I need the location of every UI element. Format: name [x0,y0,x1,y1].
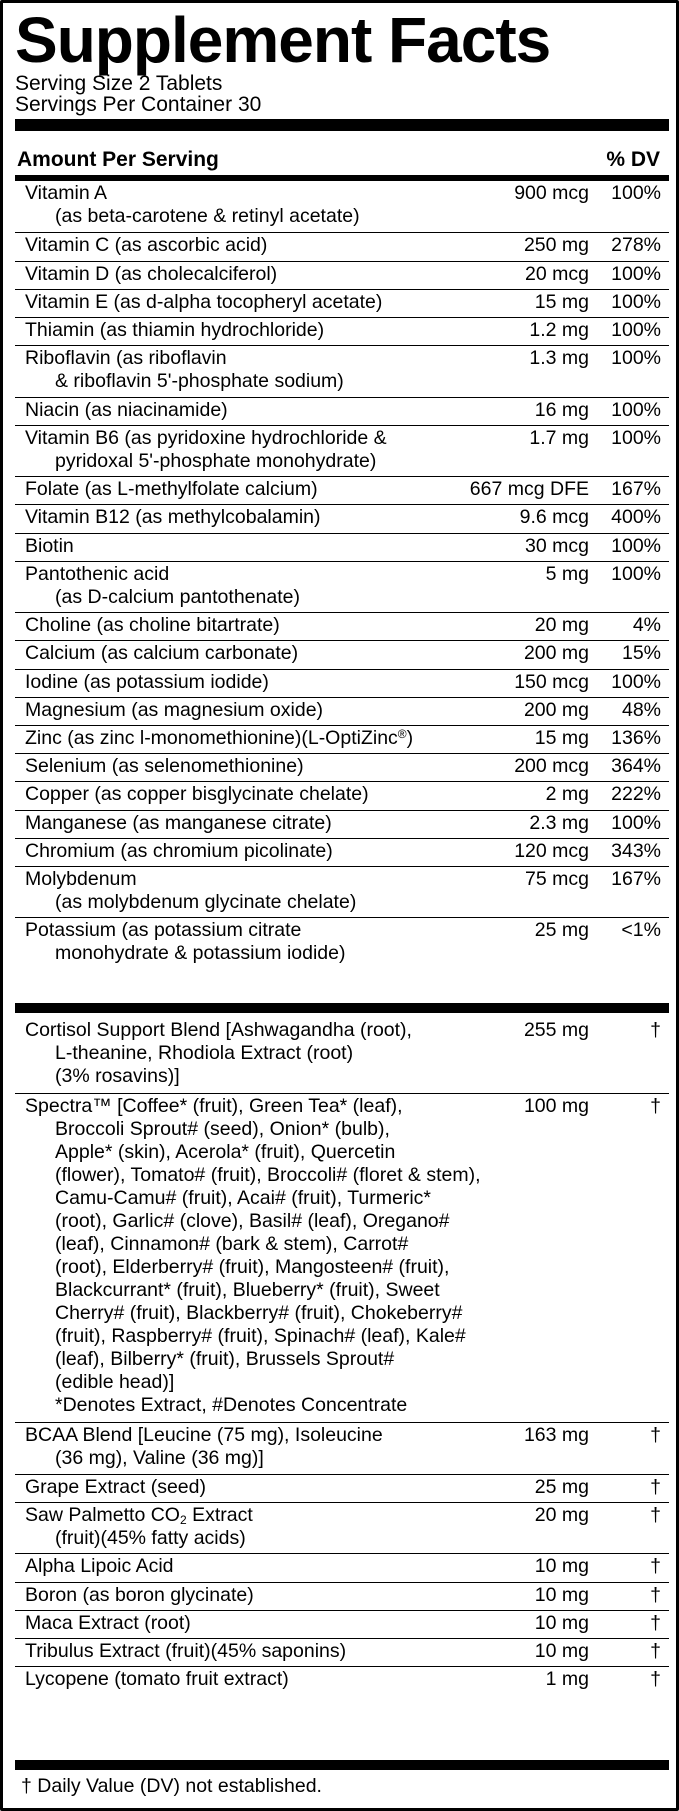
nutrient-name-line: Vitamin B6 (as pyridoxine hydrochloride & [25,426,387,449]
nutrient-name-line: (fruit), Raspberry# (fruit), Spinach# (leaf), Kale# [55,1324,466,1347]
nutrient-row [15,1638,669,1666]
nutrient-name-line: Alpha Lipoic Acid [25,1555,174,1578]
nutrient-dv: 278% [611,234,661,257]
nutrient-dv: 100% [611,290,661,313]
nutrient-row [15,1666,669,1694]
nutrient-row [15,917,669,968]
nutrient-name [25,1668,505,1691]
nutrient-row [15,697,669,725]
nutrient-name-line: Magnesium (as magnesium oxide) [25,698,324,721]
nutrient-amount: 1 mg [545,1668,589,1691]
nutrient-amount: 20 mcg [525,262,589,285]
nutrient-name-line: (root), Elderberry# (fruit), Mangosteen# (fruit), [55,1255,450,1278]
nutrient-name-line: Manganese (as manganese citrate) [25,811,332,834]
nutrient-amount: 2 mg [545,783,589,806]
nutrient-name [25,812,505,835]
nutrient-amount: 15 mg [534,727,589,749]
nutrient-row [15,1474,669,1502]
nutrient-name-line: (edible head)] [55,1370,175,1393]
nutrient-amount: 25 mg [534,1475,589,1498]
nutrient-dv: 48% [621,698,661,721]
nutrient-dv: † [650,1583,661,1606]
registered-mark: ® [397,727,407,741]
nutrient-row [15,476,669,504]
nutrient-name-line: pyridoxal 5'-phosphate monohydrate) [55,449,377,472]
nutrient-name-line: Calcium (as calcium carbonate) [25,642,299,665]
nutrient-name-line: Molybdenum [25,868,137,890]
nutrient-name [25,1476,505,1499]
nutrient-amount: 1.7 mg [529,426,589,449]
nutrient-amount: 20 mg [534,1504,589,1526]
nutrient-name [25,783,505,806]
nutrient-name-line: Vitamin A [25,182,108,204]
nutrient-name [25,347,505,393]
servings-per-container: Servings Per Container 30 [15,93,262,116]
nutrient-name-line: (fruit)(45% fatty acids) [55,1527,246,1549]
nutrient-dv: 100% [611,426,661,449]
nutrient-row [15,317,669,345]
nutrient-name-line: (flower), Tomato# (fruit), Broccoli# (floret & stem), [55,1163,481,1186]
nutrient-name-line: Folate (as L-methylfolate calcium) [25,478,318,501]
nutrient-name-line: Chromium (as chromium picolinate) [25,839,333,862]
nutrient-name-line: Cortisol Support Blend [Ashwagandha (root), [25,1019,412,1041]
nutrient-amount: 10 mg [534,1611,589,1634]
nutrient-dv: 100% [611,562,661,585]
nutrient-row [15,533,669,561]
nutrient-amount: 250 mg [523,234,589,257]
nutrient-row [15,232,669,260]
amount-per-serving-label: Amount Per Serving [17,148,219,171]
nutrient-name [25,1612,505,1635]
nutrient-row [15,1582,669,1610]
nutrient-dv: 222% [611,783,661,806]
nutrient-name [25,699,505,722]
nutrient-dv: 100% [611,262,661,285]
nutrient-row [15,1093,669,1423]
nutrient-name [25,291,505,314]
nutrient-row [15,838,669,866]
nutrient-name [25,1555,505,1578]
nutrient-amount: 75 mcg [525,868,589,890]
nutrient-name [25,840,505,863]
nutrient-name-line: Vitamin C (as ascorbic acid) [25,234,268,257]
nutrient-name-line: (3% rosavins)] [55,1065,180,1087]
nutrient-row [15,1502,669,1553]
nutrient-name-line: (as beta-carotene & retinyl acetate) [55,205,360,227]
nutrient-name [25,642,505,665]
nutrient-name-line: Lycopene (tomato fruit extract) [25,1668,289,1691]
nutrient-row [15,640,669,668]
nutrient-amount: 200 mg [523,642,589,665]
nutrient-amount: 30 mcg [525,534,589,557]
nutrient-amount: 163 mg [523,1424,589,1447]
nutrient-row [15,866,669,917]
nutrient-dv: 100% [611,811,661,834]
nutrient-name-line: Zinc (as zinc l-monomethionine)(L-OptiZinc®) [25,727,414,749]
nutrient-amount: 200 mg [523,698,589,721]
nutrient-name [25,1504,505,1550]
nutrient-amount: 20 mg [534,614,589,637]
nutrient-name [25,478,505,501]
nutrient-dv: 100% [611,319,661,341]
nutrient-amount: 16 mg [534,398,589,421]
nutrient-name-line: Saw Palmetto $CO_2$ Extract [25,1504,253,1527]
nutrient-name [25,263,505,286]
nutrient-name-line: Vitamin E (as d-alpha tocopheryl acetate) [25,290,383,313]
nutrient-name-line: Maca Extract (root) [25,1611,191,1634]
nutrient-row [15,181,669,232]
nutrient-name-line: (as D-calcium pantothenate) [55,585,300,608]
nutrient-name-line: Cherry# (fruit), Blackberry# (fruit), Chokeberry# [55,1301,463,1324]
thick-divider-bottom [15,1760,669,1770]
nutrient-amount: 100 mg [523,1094,589,1117]
nutrient-name [25,755,505,778]
nutrient-dv: 15% [621,642,661,665]
nutrient-name [25,1019,505,1088]
nutrient-dv: 167% [611,478,661,501]
nutrient-name-line: Selenium (as selenomethionine) [25,755,304,778]
nutrient-amount: 255 mg [523,1019,589,1041]
nutrient-name-line: Apple* (skin), Acerola* (fruit), Quercetin [55,1140,396,1163]
nutrient-row [15,1018,669,1093]
nutrient-name-line: monohydrate & potassium iodide) [55,942,346,965]
nutrient-name [25,319,505,342]
nutrient-dv: † [650,1094,661,1117]
nutrient-amount: 120 mcg [514,839,589,862]
nutrient-name [25,671,505,694]
nutrient-name-line: Choline (as choline bitartrate) [25,614,280,637]
nutrient-name [25,1640,505,1663]
footnote: † Daily Value (DV) not established. [21,1775,322,1797]
nutrient-name-line: Grape Extract (seed) [25,1475,206,1498]
nutrient-name [25,919,505,965]
nutrient-name-line: Tribulus Extract (fruit)(45% saponins) [25,1640,347,1662]
nutrient-name [25,727,505,750]
nutrient-amount: 2.3 mg [529,811,589,834]
nutrient-dv: † [650,1019,661,1041]
nutrient-amount: 150 mcg [514,670,589,693]
nutrient-dv: 136% [611,727,661,749]
nutrient-name-line: (leaf), Bilberry* (fruit), Brussels Sprout# [55,1347,395,1370]
nutrient-name-line: Thiamin (as thiamin hydrochloride) [25,319,325,341]
nutrient-amount: 9.6 mcg [519,506,589,529]
nutrient-dv: 4% [632,614,661,637]
nutrient-name-line: *Denotes Extract, #Denotes Concentrate [55,1393,408,1416]
dv-header-label: % DV [606,148,660,171]
thick-divider-mid [15,1003,669,1013]
nutrient-dv: 100% [611,670,661,693]
nutrient-dv: † [650,1668,661,1691]
nutrient-row [15,781,669,809]
nutrient-name-line: Blackcurrant* (fruit), Blueberry* (fruit), Sweet [55,1278,440,1301]
nutrient-amount: 5 mg [545,562,589,585]
nutrient-name-line: & riboflavin 5'-phosphate sodium) [55,370,344,393]
nutrient-row [15,810,669,838]
nutrient-name-line: Vitamin D (as cholecalciferol) [25,262,278,285]
subscript: 2 [179,1513,187,1527]
nutrient-name [25,399,505,422]
nutrient-name [25,506,505,529]
nutrient-row [15,561,669,612]
nutrient-row [15,397,669,425]
nutrient-name-line: Potassium (as potassium citrate [25,919,302,942]
nutrient-name [25,868,505,914]
nutrient-name-line: (leaf), Cinnamon# (bark & stem), Carrot# [55,1232,409,1255]
nutrient-amount: 15 mg [534,290,589,313]
nutrient-row [15,1610,669,1638]
nutrient-row [15,261,669,289]
nutrient-name [25,1584,505,1607]
nutrient-row [15,753,669,781]
nutrient-amount: 10 mg [534,1583,589,1606]
nutrient-name-line: Broccoli Sprout# (seed), Onion* (bulb), [55,1117,390,1140]
nutrient-dv: 167% [611,868,661,890]
nutrient-dv: † [650,1504,661,1526]
nutrient-amount: 900 mcg [514,182,589,204]
nutrient-name-line: (36 mg), Valine (36 mg)] [55,1447,264,1470]
serving-size: Serving Size 2 Tablets [15,72,223,95]
nutrient-name-line: Iodine (as potassium iodide) [25,670,269,693]
nutrient-row [15,669,669,697]
nutrient-name-line: Niacin (as niacinamide) [25,398,228,421]
nutrient-dv: 343% [611,839,661,862]
nutrient-dv: † [650,1611,661,1634]
nutrient-name-line: Vitamin B12 (as methylcobalamin) [25,506,321,529]
nutrient-name-line: (root), Garlic# (clove), Basil# (leaf), Oregano# [55,1209,450,1232]
nutrient-name-line: Pantothenic acid [25,562,170,585]
nutrient-name-line: Riboflavin (as riboflavin [25,347,227,370]
nutrient-amount: 1.3 mg [529,347,589,370]
nutrient-name-line: BCAA Blend [Leucine (75 mg), Isoleucine [25,1424,383,1447]
nutrient-name [25,1424,505,1470]
nutrient-row [15,425,669,476]
nutrient-dv: 100% [611,182,661,204]
nutrient-dv: † [650,1424,661,1447]
nutrient-name-line: Biotin [25,534,74,557]
nutrient-amount: 200 mcg [514,755,589,778]
nutrient-name-line: (as molybdenum glycinate chelate) [55,891,357,913]
nutrient-amount: 1.2 mg [529,319,589,341]
nutrient-name-line: Spectra™ [Coffee* (fruit), Green Tea* (leaf), [25,1094,403,1117]
nutrient-dv: 100% [611,534,661,557]
column-header [17,149,660,171]
nutrient-row [15,1422,669,1473]
thick-divider-top [15,119,669,131]
nutrient-name [25,563,505,609]
nutrient-row [15,612,669,640]
nutrient-amount: 10 mg [534,1555,589,1578]
nutrient-amount: 667 mcg DFE [469,478,589,501]
panel-title: Supplement Facts [15,4,551,76]
nutrient-dv: † [650,1640,661,1662]
nutrient-dv: † [650,1555,661,1578]
nutrient-dv: 364% [611,755,661,778]
nutrient-amount: 10 mg [534,1640,589,1662]
nutrient-row [15,345,669,396]
nutrient-dv: <1% [621,919,661,942]
nutrient-dv: 100% [611,398,661,421]
nutrient-name-line: Camu-Camu# (fruit), Acai# (fruit), Turmeric* [55,1186,431,1209]
nutrient-name [25,535,505,558]
nutrient-row [15,725,669,753]
nutrient-name-line: Copper (as copper bisglycinate chelate) [25,783,369,806]
nutrient-name [25,182,505,228]
nutrient-amount: 25 mg [534,919,589,942]
nutrient-dv: 400% [611,506,661,529]
nutrient-name [25,427,505,473]
nutrient-name-line: Boron (as boron glycinate) [25,1583,254,1606]
nutrient-name [25,1095,505,1417]
nutrient-name [25,234,505,257]
nutrient-row [15,289,669,317]
nutrient-row [15,504,669,532]
nutrient-dv: 100% [611,347,661,370]
nutrient-dv: † [650,1475,661,1498]
nutrient-name [25,614,505,637]
nutrient-name-line: L-theanine, Rhodiola Extract (root) [55,1042,354,1064]
nutrient-row [15,1553,669,1581]
